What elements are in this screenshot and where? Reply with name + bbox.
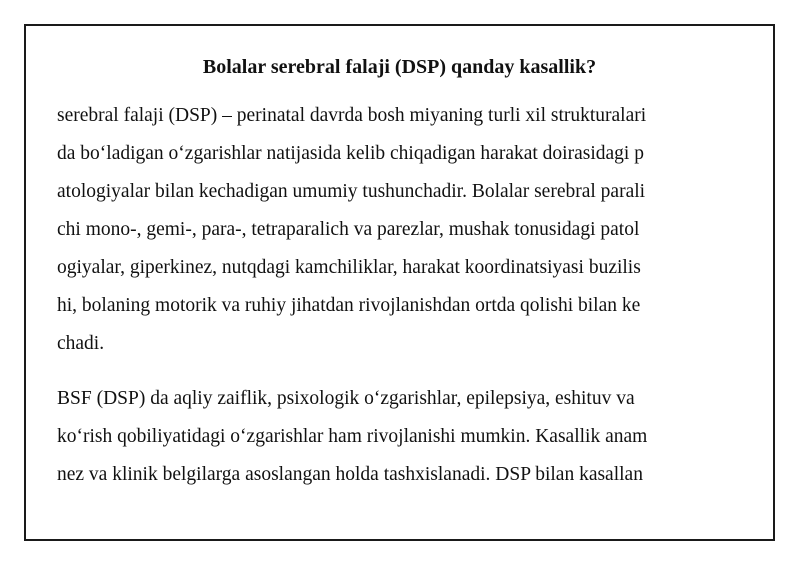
document-frame xyxy=(24,24,775,541)
paragraph-1-line: atologiyalar bilan kechadigan umumiy tushunchadir. Bolalar serebral parali xyxy=(57,181,646,202)
paragraph-2-line: nez va klinik belgilarga asoslangan holda tashxislanadi. DSP bilan kasallan xyxy=(57,464,643,485)
paragraph-1-line: ogiyalar, giperkinez, nutqdagi kamchiliklar, harakat koordinatsiyasi buzilis xyxy=(57,257,641,278)
paragraph-2-line: BSF (DSP) da aqliy zaiflik, psixologik o‘zgarishlar, epilepsiya, eshituv va xyxy=(57,388,635,409)
paragraph-1-line: chadi. xyxy=(57,333,105,354)
document-title: Bolalar serebral falaji (DSP) qanday kasallik? xyxy=(202,56,597,78)
paragraph-1-line: da bo‘ladigan o‘zgarishlar natijasida kelib chiqadigan harakat doirasidagi p xyxy=(57,143,644,164)
paragraph-1-line: hi, bolaning motorik va ruhiy jihatdan rivojlanishdan ortda qolishi bilan ke xyxy=(57,295,641,316)
paragraph-1-line: serebral falaji (DSP) – perinatal davrda bosh miyaning turli xil strukturalari xyxy=(57,105,647,126)
paragraph-1-line: chi mono-, gemi-, para-, tetraparalich va parezlar, mushak tonusidagi patol xyxy=(57,219,640,240)
paragraph-2-line: ko‘rish qobiliyatidagi o‘zgarishlar ham rivojlanishi mumkin. Kasallik anam xyxy=(57,426,648,447)
